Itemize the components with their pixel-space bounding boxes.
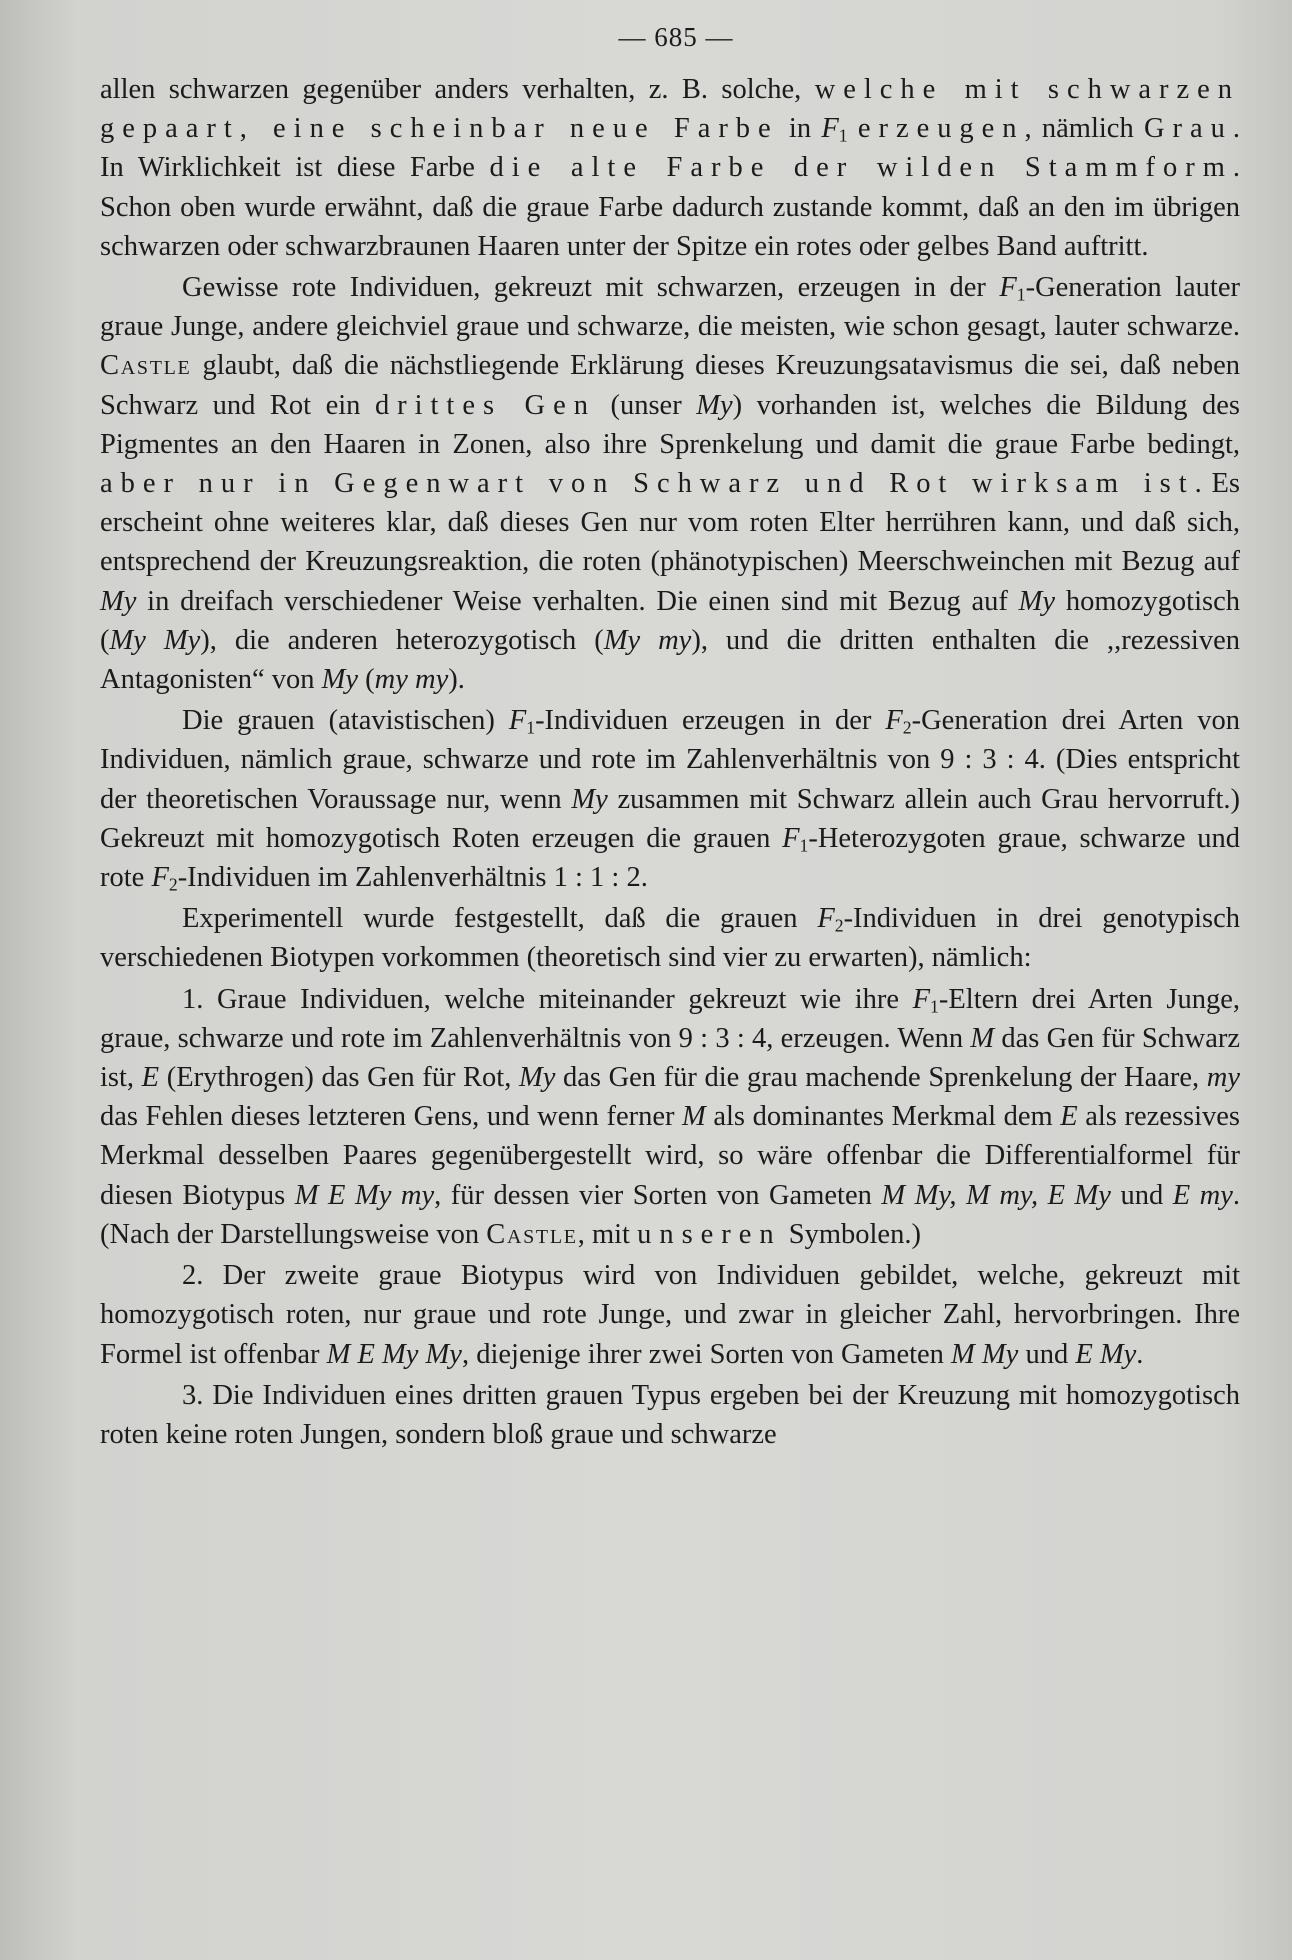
subscript: 2 (834, 915, 844, 936)
text-run: 1. Graue Individuen, welche miteinander gekreuzt wie ihre (182, 983, 913, 1015)
subscript: 1 (838, 125, 848, 146)
italic-symbol: F (885, 705, 903, 737)
page-number: — 685 — (618, 22, 734, 52)
text-run: . (Nach der Darstellungsweise von (100, 1179, 1240, 1250)
text-run: Gewisse rote Individuen, gekreuzt mit schwarzen, erzeugen in der (182, 272, 1000, 304)
text-run: . Es erscheint ohne weiteres klar, daß dieses Gen nur vom roten Elter herrühren kann, und daß sich, entsprechend der Kreuzungsreaktion, die roten (phänotypischen) Meerschweinchen mit Bezug auf (100, 468, 1240, 578)
text-run (848, 113, 858, 144)
italic-symbol: M My (951, 1338, 1019, 1370)
paragraph-6 (100, 1256, 1240, 1374)
italic-symbol: My (321, 664, 359, 696)
subscript: 2 (168, 874, 178, 895)
italic-symbol: E my (1172, 1179, 1233, 1211)
italic-symbol: M (682, 1101, 706, 1133)
text-run: das Fehlen dieses letzteren Gens, und wenn ferner (100, 1101, 683, 1133)
italic-symbol: E My (1075, 1338, 1137, 1370)
text-run: als rezessives Merkmal desselben Paares gegenübergestellt wird, so wäre offenbar die Differentialformel für diesen Biotypus (100, 1101, 1240, 1211)
subscript: 1 (526, 717, 536, 738)
text-run: allen schwarzen gegenüber anders verhalten, z. B. solche, (100, 74, 815, 105)
subscript: 1 (930, 996, 939, 1017)
spaced-emphasis: Grau (1143, 113, 1233, 145)
italic-symbol: my my (374, 664, 449, 696)
text-run: , diejenige ihrer zwei Sorten von Gameten (461, 1338, 952, 1370)
italic-symbol: My My (109, 624, 201, 656)
text-run: , für dessen vier Sorten von Gameten (434, 1179, 882, 1211)
author-name: Castle (486, 1218, 578, 1250)
italic-symbol: F (912, 983, 931, 1015)
text-run: 2. Der zweite graue Biotypus wird von Individuen gebildet, welche, gekreuzt mit homozygotisch roten, nur graue und rote Junge, und zwar in gleicher Zahl, hervorbringen. Ihre Formel ist offenbar (100, 1260, 1240, 1370)
text-run: ), die anderen heterozygotisch ( (200, 624, 604, 656)
text-run: Die grauen (atavistischen) (182, 705, 509, 737)
text-run: zusammen mit Schwarz allein auch Grau hervorruft.) Gekreuzt mit homozygotisch Roten erzeugen die grauen (100, 783, 1240, 854)
spaced-emphasis: welche mit schwarzen gepaart, eine scheinbar neue Farbe (100, 74, 1240, 145)
italic-symbol: F (782, 822, 800, 854)
text-run: (unser (595, 389, 697, 421)
text-run: ) vorhanden ist, welches die Bildung des Pigmentes an den Haaren in Zonen, also ihre Sprenkelung und damit die graue Farbe bedingt, (100, 389, 1240, 460)
italic-symbol: E (1060, 1101, 1078, 1133)
italic-symbol: F (508, 705, 527, 737)
text-run: , nämlich (1024, 113, 1144, 145)
italic-symbol: my (1206, 1062, 1240, 1094)
text-run: und (1018, 1338, 1076, 1370)
spaced-emphasis: drittes Gen (374, 389, 596, 421)
text-run: -Individuen in drei genotypisch verschiedenen Biotypen vorkommen (theoretisch sind vier zu erwarten), nämlich: (100, 903, 1241, 974)
text-run: Experimentell wurde festgestellt, daß die grauen (182, 903, 818, 935)
text-run: Symbolen.) (781, 1218, 921, 1250)
paragraph-2 (100, 268, 1240, 699)
italic-symbol: My (571, 783, 608, 815)
italic-symbol: My (696, 389, 733, 421)
text-run: in (778, 113, 822, 145)
text-run: ), und die dritten enthalten die ,,rezessiven Antagonisten“ von (100, 624, 1241, 696)
text-run: . (1136, 1338, 1144, 1370)
italic-symbol: F (817, 903, 835, 935)
italic-symbol: My (1018, 585, 1056, 617)
text-run: -Eltern drei Arten Junge, graue, schwarze und rote im Zahlenverhältnis von 9 : 3 : 4, erzeugen. Wenn (100, 983, 1240, 1054)
paragraph-1 (100, 70, 1240, 266)
spaced-emphasis: die alte Farbe der wilden Stammform (489, 152, 1233, 184)
text-run: ( (358, 664, 375, 696)
text-run: glaubt, daß die nächstliegende Erklärung dieses Kreuzungsatavismus die sei, daß neben Schwarz und Rot ein (100, 350, 1240, 421)
text-run: das Gen für die grau machende Sprenkelung der Haare, (555, 1062, 1207, 1094)
italic-symbol: M (970, 1022, 995, 1054)
spaced-emphasis: aber nur in Gegenwart von Schwarz und Rot wirksam ist (100, 468, 1195, 500)
subscript: 1 (799, 835, 809, 856)
italic-symbol: E (141, 1062, 160, 1094)
text-run: -Heterozygoten graue, schwarze und rote (100, 822, 1240, 894)
italic-symbol: F (821, 113, 839, 145)
paragraph-3 (100, 701, 1240, 897)
body-text (100, 70, 1240, 1454)
text-run: -Individuen erzeugen in der (535, 705, 886, 737)
text-run: (Erythrogen) das Gen für Rot, (159, 1062, 519, 1094)
text-run: -Individuen im Zahlenverhältnis 1 : 1 : 2. (177, 862, 648, 894)
spaced-emphasis: unseren (637, 1218, 782, 1250)
spaced-emphasis: erzeugen (857, 113, 1025, 145)
text-run: -Generation lauter graue Junge, andere gleichviel graue und schwarze, die meisten, wie schon gesagt, lauter schwarze. (100, 272, 1240, 343)
text-run: als dominantes Merkmal dem (705, 1101, 1061, 1133)
author-name: Castle (100, 350, 192, 382)
text-run: und (1110, 1179, 1173, 1211)
paragraph-7 (100, 1376, 1240, 1454)
italic-symbol: M E My my (294, 1179, 435, 1211)
italic-symbol: M My, M my, E My (881, 1179, 1111, 1211)
text-run: -Generation drei Arten von Individuen, nämlich graue, schwarze und rote im Zahlenverhältnis von 9 : 3 : 4. (Dies entspricht der theoretischen Voraussage nur, wenn (100, 705, 1240, 815)
italic-symbol: My (100, 585, 137, 617)
text-run: , mit (577, 1218, 638, 1250)
italic-symbol: F (999, 272, 1017, 304)
italic-symbol: My my (603, 624, 692, 656)
text-run: homozygotisch ( (100, 585, 1240, 656)
text-run: . In Wirklichkeit ist diese Farbe (100, 113, 1240, 184)
subscript: 1 (1016, 284, 1026, 305)
text-run: das Gen für Schwarz ist, (100, 1022, 1241, 1094)
paragraph-4 (100, 899, 1240, 977)
subscript: 2 (902, 717, 912, 738)
text-run: ). (448, 664, 465, 696)
text-run: . Schon oben wurde erwähnt, daß die graue Farbe dadurch zustande kommt, daß an den im übrigen schwarzen oder schwarzbraunen Haaren unter der Spitze ein rotes oder gelbes Band auftritt. (100, 152, 1240, 262)
italic-symbol: My (518, 1062, 556, 1094)
italic-symbol: F (151, 862, 169, 894)
text-run: 3. Die Individuen eines dritten grauen Typus ergeben bei der Kreuzung mit homozygotisch roten keine roten Jungen, sondern bloß graue und schwarze (100, 1379, 1240, 1450)
text-run: in dreifach verschiedener Weise verhalten. Die einen sind mit Bezug auf (136, 585, 1019, 617)
italic-symbol: M E My My (326, 1338, 462, 1370)
paragraph-5 (100, 980, 1240, 1254)
